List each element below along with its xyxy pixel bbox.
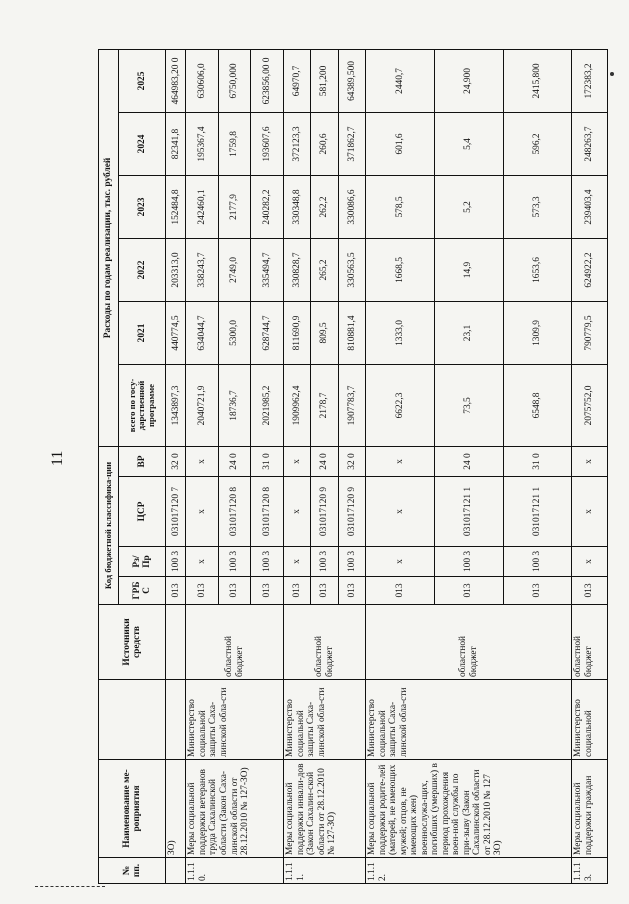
row-2021: 811690,9 — [284, 301, 311, 364]
row-2022: 624922,2 — [572, 238, 608, 301]
header-year-2021: 2021 — [118, 301, 166, 364]
row-2024: 601,6 — [366, 112, 435, 175]
row-2021: 5300,0 — [218, 301, 251, 364]
row-2025: 623856,00 0 — [251, 49, 284, 112]
row-source — [166, 605, 186, 680]
header-year-2022: 2022 — [118, 238, 166, 301]
row-total: 1907783,7 — [338, 364, 365, 446]
header-csr: ЦСР — [118, 477, 166, 547]
row-csr: х — [186, 477, 219, 547]
row-vr: 24 0 — [434, 446, 503, 476]
row-2025: 24,900 — [434, 49, 503, 112]
header-total: всего по госу-дарственной программе — [118, 364, 166, 446]
row-2022: 338243,7 — [186, 238, 219, 301]
row-grbs: 013 — [311, 577, 338, 605]
row-total: 6548,8 — [503, 364, 572, 446]
row-2025: 581,200 — [311, 49, 338, 112]
row-csr: 031017121 1 — [434, 477, 503, 547]
scan-dash-mark — [35, 886, 105, 888]
row-2021: 790779,5 — [572, 301, 608, 364]
row-csr: 031017120 9 — [338, 477, 365, 547]
header-rzpr: Рз/ Пр — [118, 547, 166, 577]
row-source: областной бюджет — [284, 605, 366, 680]
row-executor: Министерство социальной защиты Саха-линской обла-сти — [186, 680, 284, 760]
row-vr: 32 0 — [338, 446, 365, 476]
row-total: 18736,7 — [218, 364, 251, 446]
row-2025: 64389,500 — [338, 49, 365, 112]
row-no: 1.1.1 1. — [284, 858, 366, 884]
row-grbs: 013 — [284, 577, 311, 605]
row-grbs: 013 — [251, 577, 284, 605]
budget-expenditure-table — [98, 49, 608, 884]
row-2023: 240282,2 — [251, 175, 284, 238]
page-number: 11 — [49, 450, 66, 466]
row-total: 2021985,2 — [251, 364, 284, 446]
row-source: областной бюджет — [572, 605, 608, 680]
row-2022: 335494,7 — [251, 238, 284, 301]
row-rzpr: 100 3 — [251, 547, 284, 577]
row-total: 6622,3 — [366, 364, 435, 446]
row-2022: 203313,0 — [166, 238, 186, 301]
row-csr: х — [284, 477, 311, 547]
row-2024: 1759,8 — [218, 112, 251, 175]
row-2023: 2177,9 — [218, 175, 251, 238]
row-vr: 31 0 — [503, 446, 572, 476]
row-2023: 330348,8 — [284, 175, 311, 238]
row-grbs: 013 — [166, 577, 186, 605]
row-2022: 330828,7 — [284, 238, 311, 301]
row-rzpr: х — [572, 547, 608, 577]
row-2022: 330563,5 — [338, 238, 365, 301]
row-grbs: 013 — [503, 577, 572, 605]
row-2023: 242460,1 — [186, 175, 219, 238]
table-row — [186, 49, 219, 883]
row-2023: 578,5 — [366, 175, 435, 238]
row-2022: 265,2 — [311, 238, 338, 301]
row-total: 2040721,9 — [186, 364, 219, 446]
row-grbs: 013 — [366, 577, 435, 605]
row-2024: 82341,8 — [166, 112, 186, 175]
row-executor: Министерство социальной — [572, 680, 608, 760]
row-executor — [166, 680, 186, 760]
row-2023: 262,2 — [311, 175, 338, 238]
header-expenses: Расходы по годам реализации, тыс. рублей — [99, 49, 119, 446]
table-row — [572, 49, 608, 883]
row-2024: 260,6 — [311, 112, 338, 175]
row-rzpr: 100 3 — [503, 547, 572, 577]
row-event-name: Меры социальной поддержки родите-лей (матерей, не имеющих мужей; отцов, не имеющих жен) военнослужа-щих, погибших (умерших) в период прохождения воен-ной службы по при-зыву (Закон Сахалинской области от 28.12.2010 № 127 ЗО) — [366, 760, 572, 858]
row-2024: 596,2 — [503, 112, 572, 175]
row-2024: 372123,3 — [284, 112, 311, 175]
header-no: № пп. — [99, 858, 166, 884]
table-header-row — [99, 49, 119, 883]
row-total: 2075752,0 — [572, 364, 608, 446]
header-year-2023: 2023 — [118, 175, 166, 238]
row-rzpr: х — [366, 547, 435, 577]
table-row — [366, 49, 435, 883]
row-2024: 5,4 — [434, 112, 503, 175]
scan-dot — [610, 72, 614, 76]
row-2023: 573,3 — [503, 175, 572, 238]
header-vr: ВР — [118, 446, 166, 476]
row-2022: 1668,5 — [366, 238, 435, 301]
row-2021: 23,1 — [434, 301, 503, 364]
row-2024: 195367,4 — [186, 112, 219, 175]
row-2025: 630606,0 — [186, 49, 219, 112]
row-rzpr: х — [186, 547, 219, 577]
row-2025: 2440,7 — [366, 49, 435, 112]
row-2023: 5,2 — [434, 175, 503, 238]
row-csr: х — [366, 477, 435, 547]
row-rzpr: 100 3 — [338, 547, 365, 577]
row-grbs: 013 — [338, 577, 365, 605]
row-2021: 440774,5 — [166, 301, 186, 364]
row-no: 1.1.1 0. — [186, 858, 284, 884]
row-grbs: 013 — [572, 577, 608, 605]
row-csr: 031017121 1 — [503, 477, 572, 547]
header-budget-code: Код бюджетной классифика-ции — [99, 446, 119, 604]
row-grbs: 013 — [186, 577, 219, 605]
table-row — [166, 49, 186, 883]
row-grbs: 013 — [218, 577, 251, 605]
row-event-name: ЗО) — [166, 760, 186, 858]
row-2022: 14,9 — [434, 238, 503, 301]
row-vr: 32 0 — [166, 446, 186, 476]
header-grbs: ГРБ С — [118, 577, 166, 605]
budget-table-wrapper — [98, 57, 608, 884]
header-event-name: Наименование ме-роприятия — [99, 760, 166, 858]
row-source: областной бюджет — [366, 605, 572, 680]
header-year-2024: 2024 — [118, 112, 166, 175]
header-executor — [99, 680, 166, 760]
row-no — [166, 858, 186, 884]
row-vr: 24 0 — [218, 446, 251, 476]
row-vr: 24 0 — [311, 446, 338, 476]
row-2023: 239403,4 — [572, 175, 608, 238]
row-rzpr: 100 3 — [218, 547, 251, 577]
row-csr: 031017120 7 — [166, 477, 186, 547]
row-rzpr: 100 3 — [434, 547, 503, 577]
row-csr: 031017120 8 — [218, 477, 251, 547]
row-2024: 371862,7 — [338, 112, 365, 175]
row-2024: 193607,6 — [251, 112, 284, 175]
row-2023: 152484,8 — [166, 175, 186, 238]
row-2021: 628744,7 — [251, 301, 284, 364]
row-2023: 330086,6 — [338, 175, 365, 238]
row-2022: 1653,6 — [503, 238, 572, 301]
row-event-name: Меры социальной поддержки граждан — [572, 760, 608, 858]
row-2022: 2749,0 — [218, 238, 251, 301]
row-total: 73,5 — [434, 364, 503, 446]
row-event-name: Меры социальной поддержки инвали-дов (Закон Сахалин-ской области от 28.12.2010 № 127-ЗО) — [284, 760, 366, 858]
row-csr: 031017120 8 — [251, 477, 284, 547]
row-2021: 1309,9 — [503, 301, 572, 364]
row-2025: 6750,000 — [218, 49, 251, 112]
row-2021: 809,5 — [311, 301, 338, 364]
row-executor: Министерство социальной защиты Саха-линской обла-сти — [284, 680, 366, 760]
row-no: 1.1.1 2. — [366, 858, 572, 884]
row-csr: 031017120 9 — [311, 477, 338, 547]
row-rzpr: х — [284, 547, 311, 577]
row-2021: 810881,4 — [338, 301, 365, 364]
row-total: 1909962,4 — [284, 364, 311, 446]
row-vr: х — [186, 446, 219, 476]
row-rzpr: 100 3 — [166, 547, 186, 577]
row-total: 1343897,3 — [166, 364, 186, 446]
row-vr: 31 0 — [251, 446, 284, 476]
header-year-2025: 2025 — [118, 49, 166, 112]
row-no: 1.1.1 3. — [572, 858, 608, 884]
row-2021: 1333,0 — [366, 301, 435, 364]
row-csr: х — [572, 477, 608, 547]
row-total: 2178,7 — [311, 364, 338, 446]
row-2025: 172383,2 — [572, 49, 608, 112]
row-vr: х — [284, 446, 311, 476]
table-row — [284, 49, 311, 883]
row-executor: Министерство социальной защиты Саха-линской обла-сти — [366, 680, 572, 760]
header-source: Источники средств — [99, 605, 166, 680]
row-2025: 2415,800 — [503, 49, 572, 112]
row-source: областной бюджет — [186, 605, 284, 680]
row-2021: 634044,7 — [186, 301, 219, 364]
row-event-name: Меры социальной поддержки ветеранов труда Сахалинской области (Закон Саха-линской области от 28.12.2010 № 127-ЗО) — [186, 760, 284, 858]
row-vr: х — [572, 446, 608, 476]
row-2025: 464983,20 0 — [166, 49, 186, 112]
row-grbs: 013 — [434, 577, 503, 605]
row-rzpr: 100 3 — [311, 547, 338, 577]
row-2024: 248263,7 — [572, 112, 608, 175]
row-vr: х — [366, 446, 435, 476]
row-2025: 64970,7 — [284, 49, 311, 112]
